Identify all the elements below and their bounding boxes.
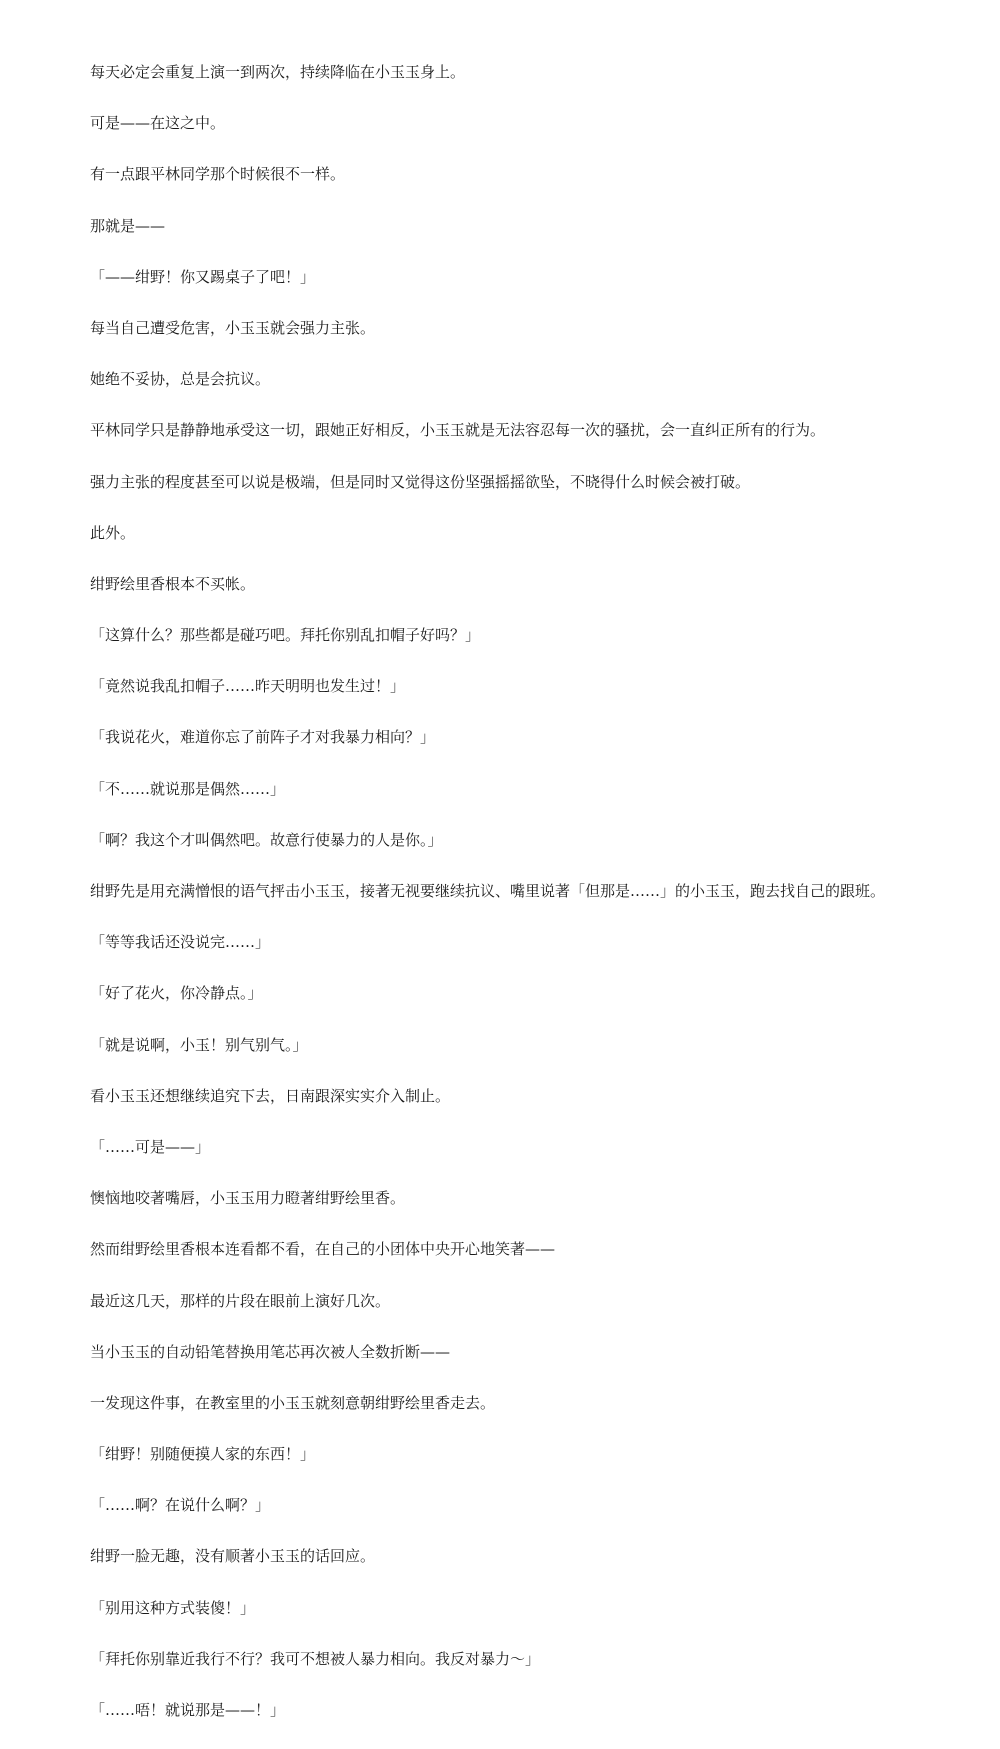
dialogue-line: 「别用这种方式装傻！」: [90, 1598, 256, 1617]
dialogue-line: 「竟然说我乱扣帽子……昨天明明也发生过！」: [90, 677, 406, 696]
dialogue-line: 「……啊？在说什么啊？」: [90, 1496, 271, 1515]
dialogue-line: 「啊？我这个才叫偶然吧。故意行使暴力的人是你。」: [90, 830, 443, 849]
dialogue-line: 「不……就说那是偶然……」: [90, 779, 286, 798]
dialogue-line: 「——绀野！你又踢桌子了吧！」: [90, 267, 316, 286]
text-line: 此外。: [90, 523, 136, 542]
text-line: 最近这几天，那样的片段在眼前上演好几次。: [90, 1291, 391, 1310]
dialogue-line: 「这算什么？那些都是碰巧吧。拜托你别乱扣帽子好吗？」: [90, 626, 481, 645]
dialogue-line: 「就是说啊，小玉！别气别气。」: [90, 1035, 308, 1054]
text-line: 绀野先是用充满憎恨的语气抨击小玉玉，接著无视要继续抗议、嘴里说著「但那是……」的小玉玉，跑去找自己的跟班。: [90, 882, 886, 900]
text-line: 每天必定会重复上演一到两次，持续降临在小玉玉身上。: [90, 63, 466, 81]
dialogue-line: 「我说花火，难道你忘了前阵子才对我暴力相向？」: [90, 728, 436, 747]
text-line: 一发现这件事，在教室里的小玉玉就刻意朝绀野绘里香走去。: [90, 1393, 496, 1412]
text-line: 有一点跟平林同学那个时候很不一样。: [90, 165, 346, 184]
text-line: 可是——在这之中。: [90, 114, 226, 133]
dialogue-line: 「绀野！别随便摸人家的东西！」: [90, 1445, 316, 1464]
text-line: 然而绀野绘里香根本连看都不看，在自己的小团体中央开心地笑著——: [90, 1240, 556, 1259]
text-line: 绀野绘里香根本不买帐。: [90, 574, 256, 593]
text-line: 她绝不妥协，总是会抗议。: [90, 370, 271, 389]
text-line: 每当自己遭受危害，小玉玉就会强力主张。: [90, 318, 376, 337]
text-line: 当小玉玉的自动铅笔替换用笔芯再次被人全数折断——: [90, 1342, 451, 1361]
dialogue-line: 「等等我话还没说完……」: [90, 933, 271, 952]
text-line: 平林同学只是静静地承受这一切，跟她正好相反，小玉玉就是无法容忍每一次的骚扰，会一直纠正所有的行为。: [90, 421, 826, 440]
text-line: 那就是——: [90, 216, 166, 235]
text-line: 看小玉玉还想继续追究下去，日南跟深实实介入制止。: [90, 1086, 451, 1105]
text-line: 强力主张的程度甚至可以说是极端，但是同时又觉得这份坚强摇摇欲坠，不晓得什么时候会被打破。: [90, 472, 751, 491]
dialogue-line: 「……唔！就说那是——！」: [90, 1701, 286, 1719]
dialogue-line: 「……可是——」: [90, 1137, 211, 1156]
dialogue-line: 「好了花火，你冷静点。」: [90, 984, 263, 1003]
dialogue-line: 「拜托你别靠近我行不行？我可不想被人暴力相向。我反对暴力～」: [90, 1649, 541, 1668]
text-line: 绀野一脸无趣，没有顺著小玉玉的话回应。: [90, 1547, 376, 1566]
text-line: 懊恼地咬著嘴唇，小玉玉用力瞪著绀野绘里香。: [90, 1189, 406, 1208]
text-body: [90, 45, 970, 1749]
